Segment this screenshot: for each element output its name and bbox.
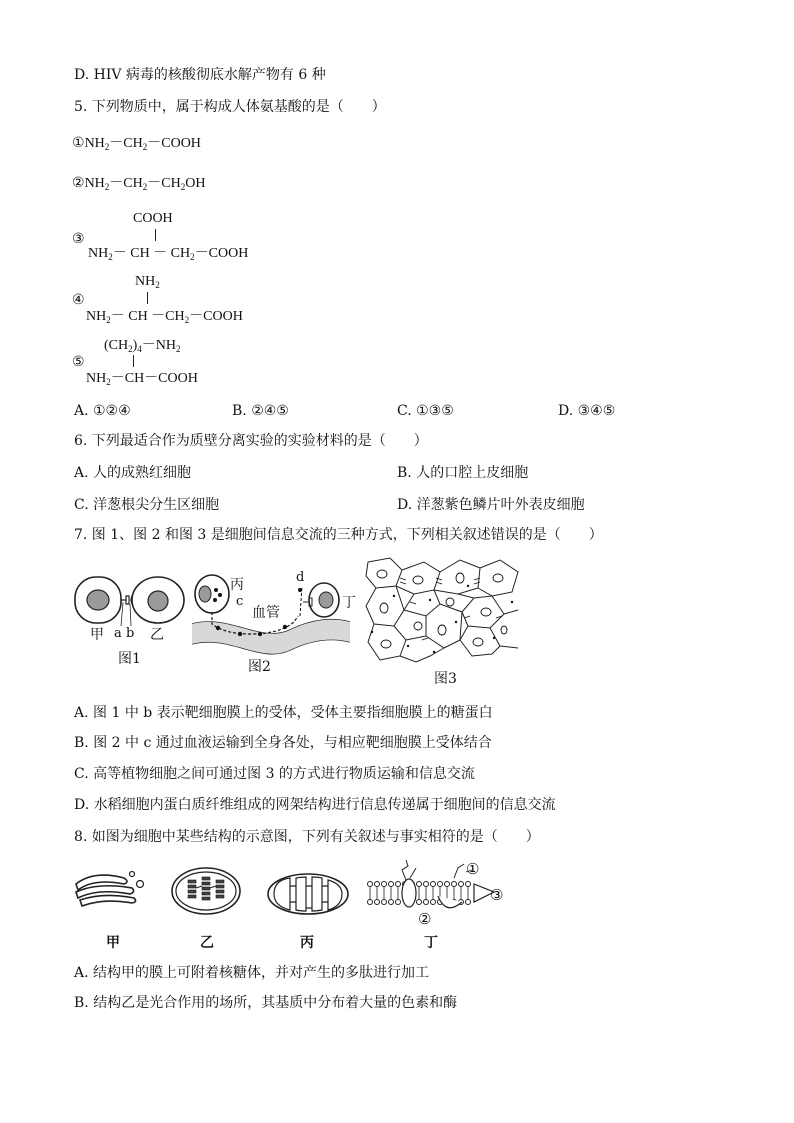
q6-stem: 6. 下列最适合作为质壁分离实验的实验材料的是（ ）	[74, 433, 428, 449]
q8-mark-1: ①	[466, 860, 480, 878]
formula-4-top: $NH_2$	[135, 274, 160, 290]
membrane-diagram	[366, 858, 502, 924]
q5-option-b: B. ②④⑤	[232, 403, 289, 419]
fig2-label-ding: 丁	[342, 595, 356, 611]
formula-3-top: COOH	[133, 211, 173, 226]
fig3-caption: 图3	[434, 671, 457, 687]
q6-option-b: B. 人的口腔上皮细胞	[397, 465, 529, 481]
q8-label-yi: 乙	[200, 935, 214, 951]
q8-mark-2: ②	[418, 910, 432, 928]
q7-option-d: D. 水稻细胞内蛋白质纤维组成的网架结构进行信息传递属于细胞间的信息交流	[74, 797, 556, 813]
q8-label-ding: 丁	[424, 935, 438, 951]
q4-option-d: D. HIV 病毒的核酸彻底水解产物有 6 种	[74, 67, 326, 83]
q5-option-d: D. ③④⑤	[558, 403, 616, 419]
q7-stem: 7. 图 1、图 2 和图 3 是细胞间信息交流的三种方式，下列相关叙述错误的是（ ）	[74, 527, 603, 543]
fig2-label-bing: 丙	[230, 577, 244, 593]
fig1-label-yi: 乙	[150, 627, 164, 643]
formula-5-mark: ⑤	[72, 355, 85, 370]
formula-2: $②NH_2-CH_2-CH_2OH$	[72, 176, 206, 192]
fig2-caption: 图2	[248, 659, 271, 675]
formula-5: $NH_2-CH-COOH$	[86, 371, 198, 387]
formula-3-bond	[155, 229, 156, 241]
q8-mark-3: ③	[490, 886, 504, 904]
formula-5-top: $(CH_2)_4-NH_2$	[104, 338, 181, 354]
figure-3	[364, 556, 520, 664]
fig1-label-b: b	[126, 626, 135, 641]
fig1-label-jia: 甲	[90, 627, 104, 643]
formula-4: $NH_2-$ CH $-CH_2-COOH$	[86, 309, 243, 325]
formula-3-mark: ③	[72, 232, 85, 247]
chloroplast-diagram	[170, 866, 242, 916]
formula-1: $①NH_2-CH_2-COOH$	[72, 136, 201, 152]
formula-4-bond	[147, 292, 148, 304]
q6-option-d: D. 洋葱紫色鳞片叶外表皮细胞	[397, 497, 585, 513]
fig2-label-c: c	[236, 594, 244, 609]
q8-stem: 8. 如图为细胞中某些结构的示意图，下列有关叙述与事实相符的是（ ）	[74, 829, 540, 845]
fig2-label-d: d	[296, 570, 305, 585]
q7-option-b: B. 图 2 中 c 通过血液运输到全身各处，与相应靶细胞膜上受体结合	[74, 735, 492, 751]
q8-label-bing: 丙	[300, 935, 314, 951]
q5-option-c: C. ①③⑤	[397, 403, 454, 419]
q8-label-jia: 甲	[106, 935, 120, 951]
q5-stem: 5. 下列物质中，属于构成人体氨基酸的是（ ）	[74, 99, 386, 115]
golgi-diagram	[74, 868, 150, 908]
fig1-label-a: a	[114, 626, 122, 641]
q5-option-a: A. ①②④	[74, 403, 131, 419]
formula-3: $NH_2-$ CH － $CH_2-COOH$	[88, 246, 249, 262]
formula-4-mark: ④	[72, 293, 85, 308]
q8-option-a: A. 结构甲的膜上可附着核糖体，并对产生的多肽进行加工	[74, 965, 430, 981]
mitochondrion-diagram	[266, 872, 350, 916]
q6-option-a: A. 人的成熟红细胞	[74, 465, 192, 481]
q7-option-a: A. 图 1 中 b 表示靶细胞膜上的受体，受体主要指细胞膜上的糖蛋白	[74, 705, 493, 721]
q8-option-b: B. 结构乙是光合作用的场所，其基质中分布着大量的色素和酶	[74, 995, 458, 1011]
fig2-label-vessel: 血管	[252, 605, 280, 621]
formula-5-bond	[133, 355, 134, 367]
q7-option-c: C. 高等植物细胞之间可通过图 3 的方式进行物质运输和信息交流	[74, 766, 475, 782]
fig1-caption: 图1	[118, 651, 141, 667]
q6-option-c: C. 洋葱根尖分生区细胞	[74, 497, 220, 513]
